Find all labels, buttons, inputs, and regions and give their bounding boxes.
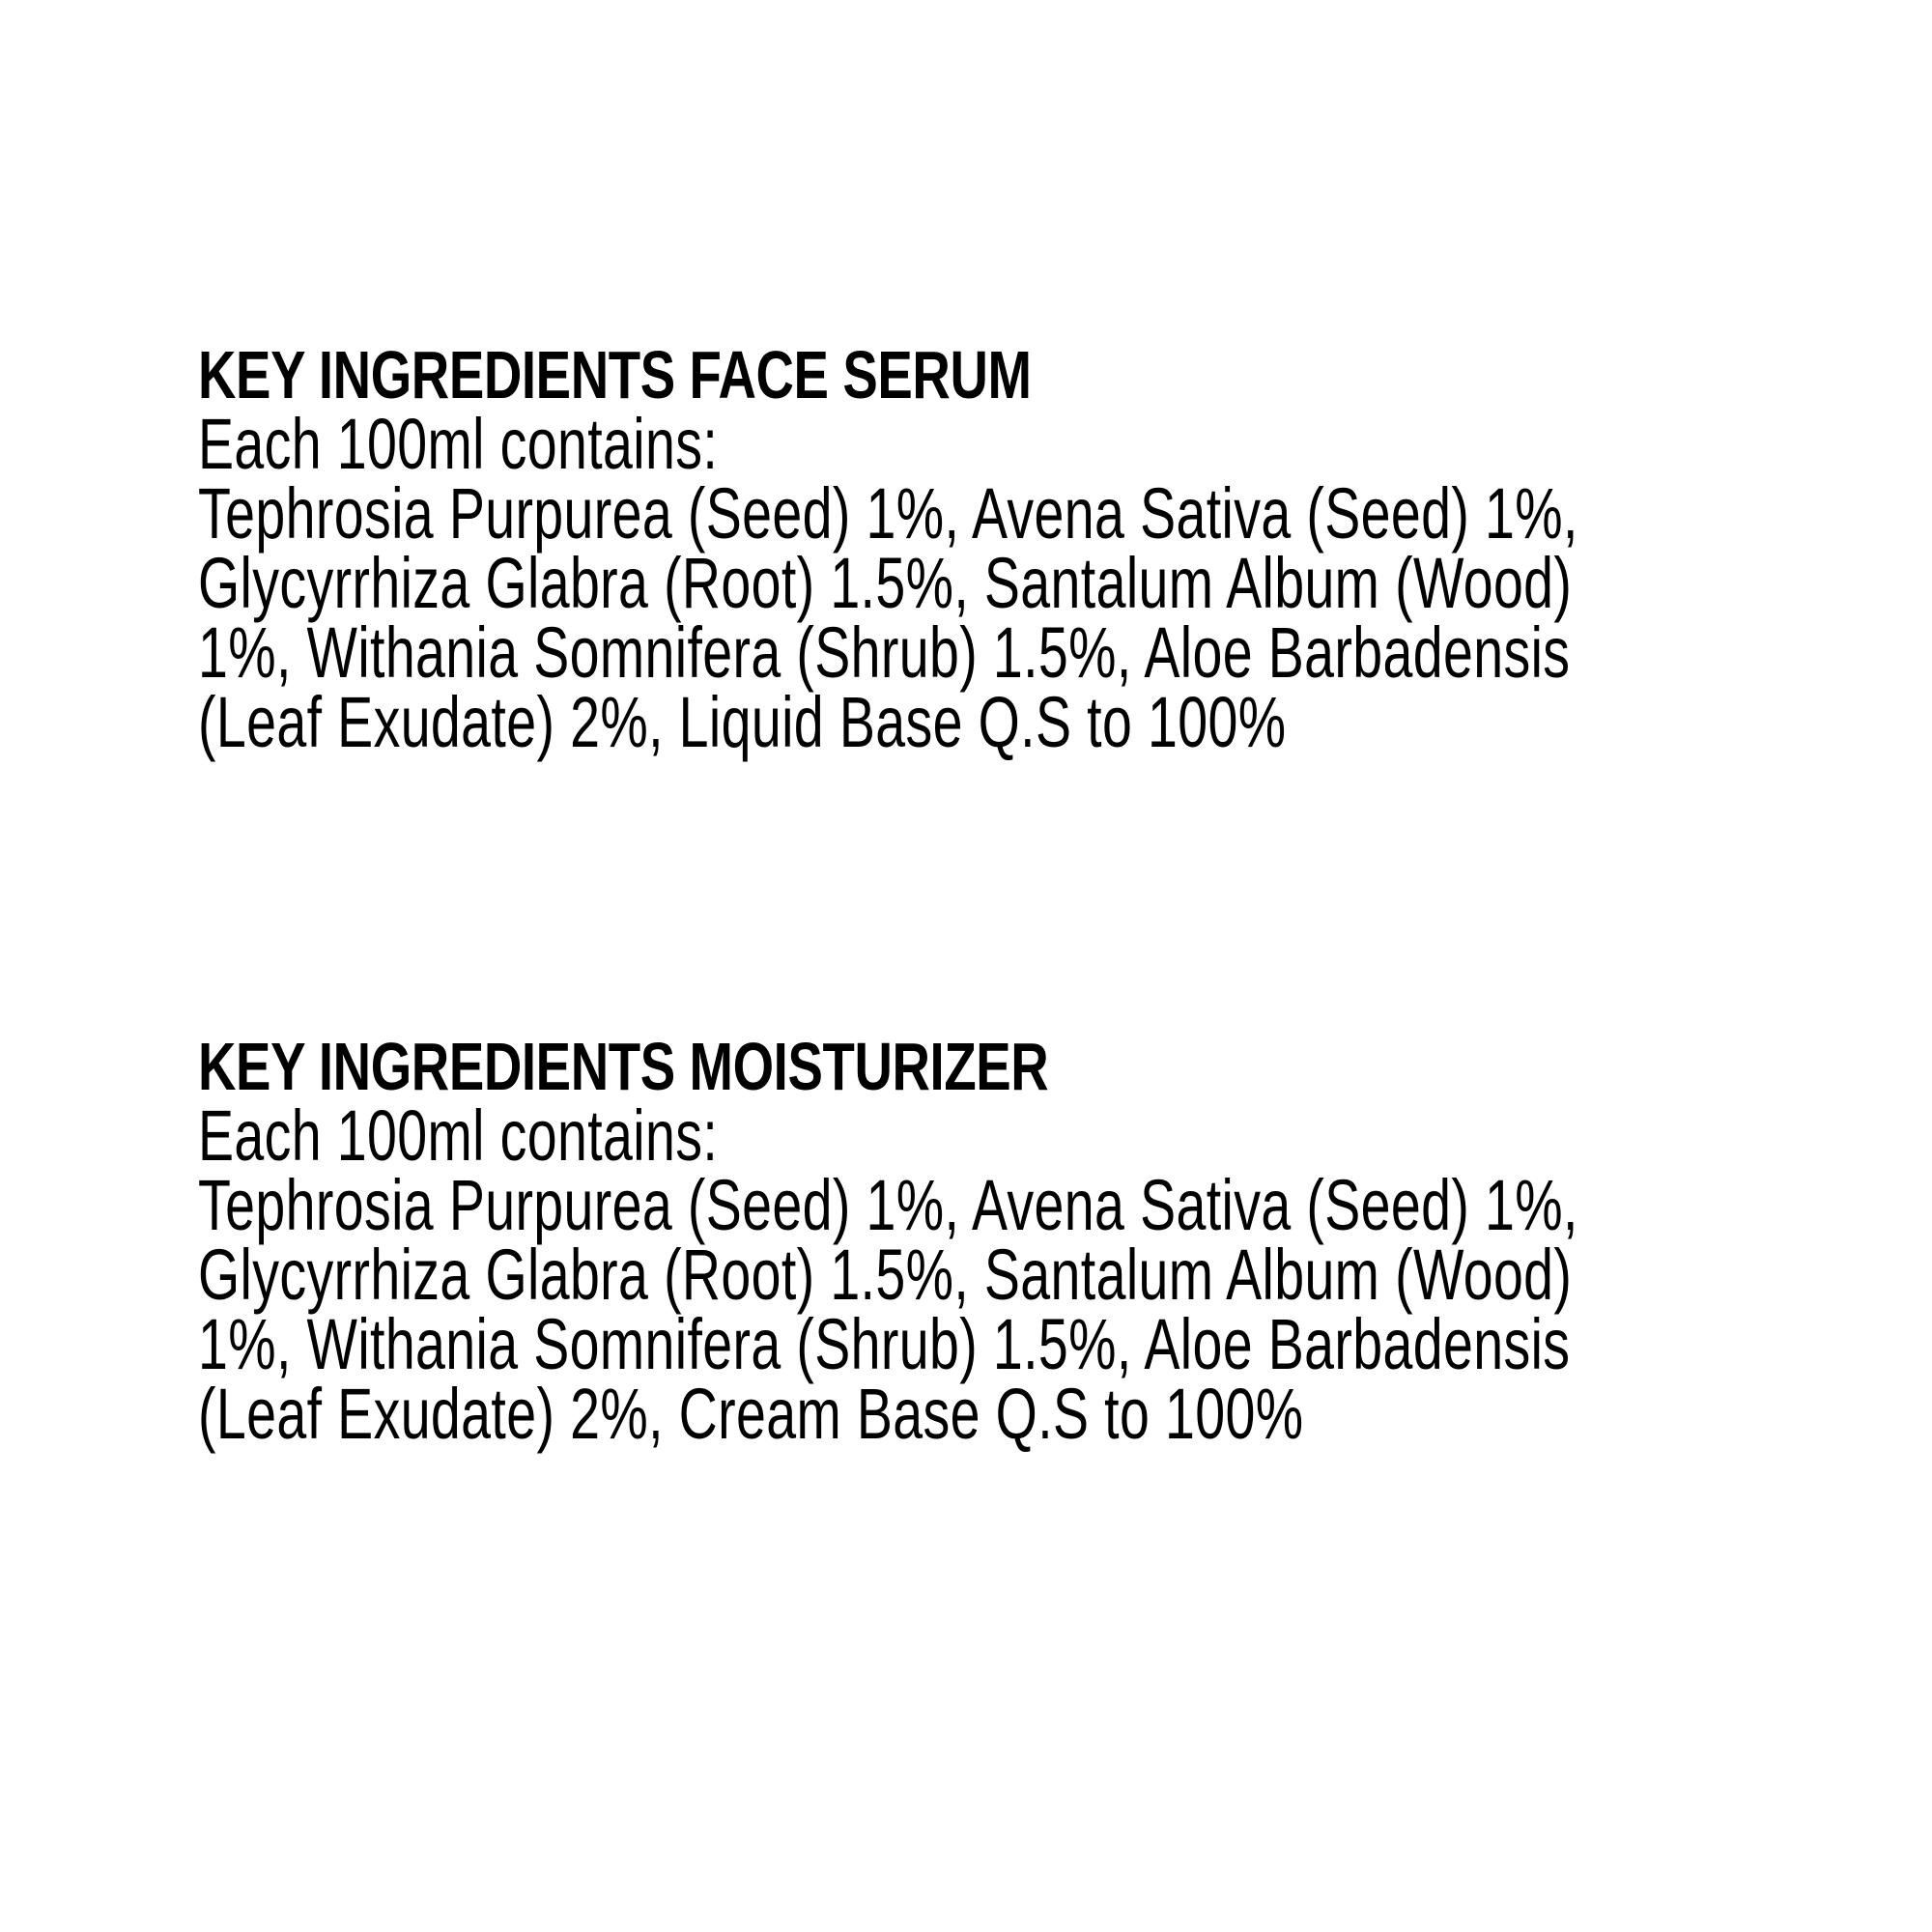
- section-heading: KEY INGREDIENTS MOISTURIZER: [198, 1029, 1049, 1104]
- ingredient-line: Tephrosia Purpurea (Seed) 1%, Avena Sativa (Seed) 1%,: [198, 473, 1578, 554]
- ingredient-line: Glycyrrhiza Glabra (Root) 1.5%, Santalum Album (Wood): [198, 1235, 1573, 1315]
- contains-label: Each 100ml contains:: [198, 1095, 719, 1176]
- ingredient-line: Tephrosia Purpurea (Seed) 1%, Avena Sativa (Seed) 1%,: [198, 1165, 1578, 1245]
- ingredient-line: 1%, Withania Somnifera (Shrub) 1.5%, Aloe Barbadensis: [198, 612, 1571, 693]
- ingredient-line: 1%, Withania Somnifera (Shrub) 1.5%, Aloe Barbadensis: [198, 1304, 1571, 1384]
- ingredient-line: Glycyrrhiza Glabra (Root) 1.5%, Santalum Album (Wood): [198, 543, 1573, 623]
- face-serum-ingredients-section: [198, 337, 1782, 762]
- moisturizer-ingredients-section: [198, 1029, 1782, 1454]
- section-heading: KEY INGREDIENTS FACE SERUM: [198, 337, 1032, 412]
- ingredient-line: (Leaf Exudate) 2%, Cream Base Q.S to 100%: [198, 1374, 1304, 1454]
- ingredient-line: (Leaf Exudate) 2%, Liquid Base Q.S to 100%: [198, 682, 1287, 762]
- contains-label: Each 100ml contains:: [198, 404, 719, 484]
